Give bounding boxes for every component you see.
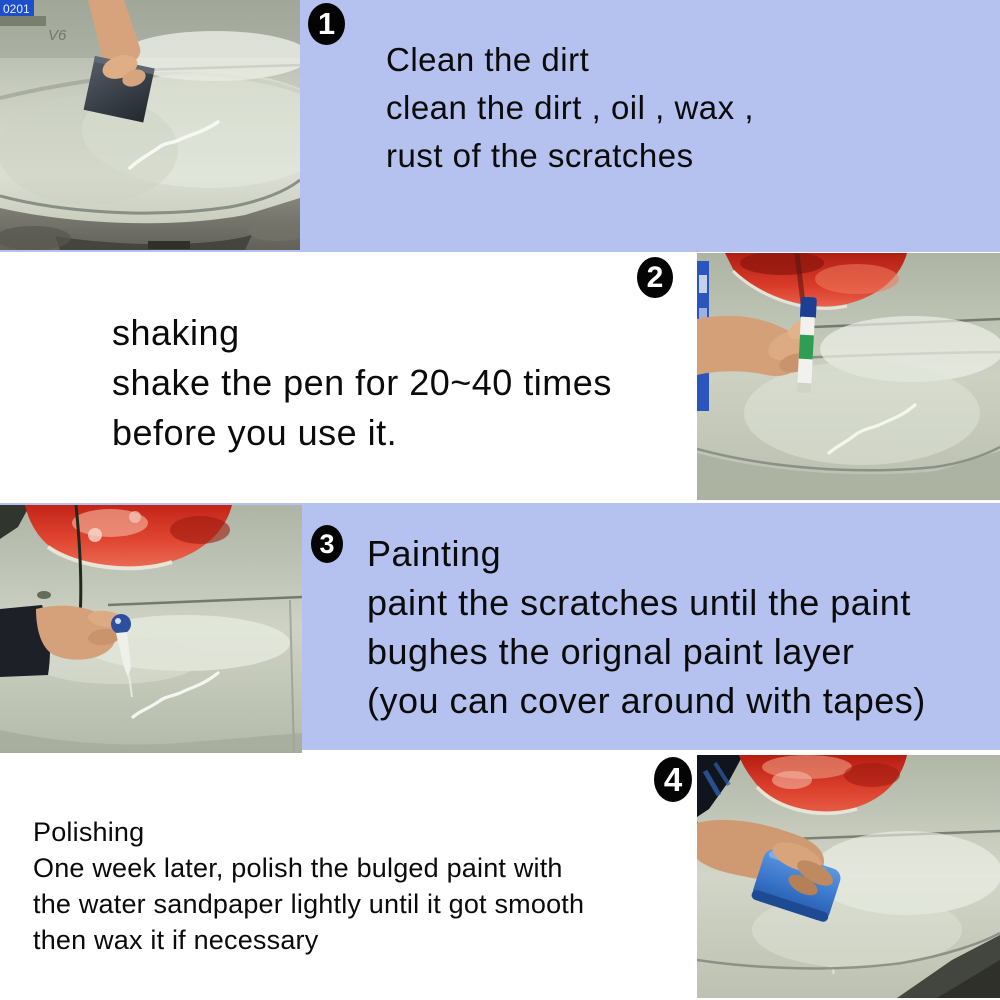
photo-step-2-svg <box>697 253 1000 500</box>
step-2-line: before you use it. <box>112 412 398 453</box>
step-4-number: 4 <box>663 760 683 798</box>
v6-emblem: V6 <box>48 27 67 44</box>
step-4-line: then wax it if necessary <box>33 925 319 955</box>
step-2-text <box>112 308 612 458</box>
step-4-photo <box>697 755 1000 998</box>
step-1-text <box>386 36 754 180</box>
step-3-title: Painting <box>367 533 502 574</box>
photo-step-1-svg <box>0 0 300 250</box>
step-2-photo <box>697 253 1000 500</box>
step-2-line: shake the pen for 20~40 times <box>112 362 612 403</box>
step-4-line: One week later, polish the bulged paint with <box>33 853 563 883</box>
step-1-title: Clean the dirt <box>386 41 590 78</box>
step-3-text <box>367 529 926 725</box>
step-4-title: Polishing <box>33 817 145 847</box>
step-2-title: shaking <box>112 312 240 353</box>
step-1-number-badge <box>308 3 345 45</box>
step-4-line: the water sandpaper lightly until it got smooth <box>33 889 585 919</box>
step-1-photo <box>0 0 300 250</box>
step-1-line: rust of the scratches <box>386 137 694 174</box>
photo-step-3-svg <box>0 505 302 753</box>
step-2-number-badge <box>637 257 673 298</box>
step-1-line: clean the dirt , oil , wax , <box>386 89 754 126</box>
step-3-line: bughes the orignal paint layer <box>367 631 855 672</box>
step-4-text <box>33 814 584 958</box>
step-3-number-badge <box>311 525 343 563</box>
step-3-line: (you can cover around with tapes) <box>367 680 926 721</box>
step-3-number: 3 <box>319 528 335 559</box>
step-3-photo <box>0 505 302 753</box>
step-3-line: paint the scratches until the paint <box>367 582 911 623</box>
photo-step-4-svg <box>697 755 1000 998</box>
svg-text:0201: 0201 <box>3 2 30 16</box>
step-2-number: 2 <box>646 260 664 294</box>
step-1-number: 1 <box>317 6 336 41</box>
step-4-number-badge <box>654 757 692 802</box>
